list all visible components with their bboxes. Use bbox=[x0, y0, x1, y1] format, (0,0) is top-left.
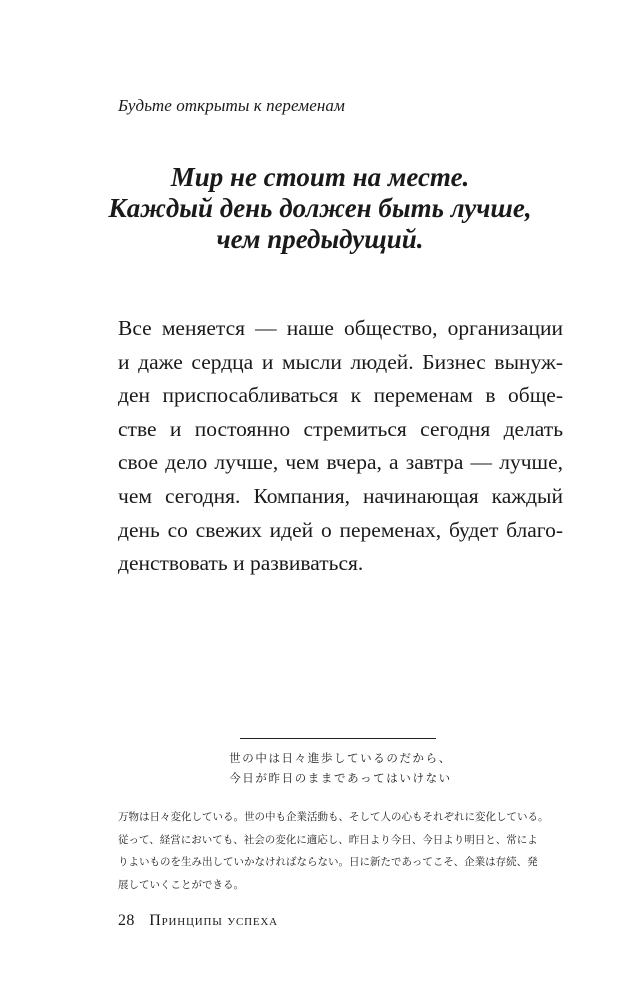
japanese-body-line: りよいものを生み出していかなければならない。日に新たであってこそ、企業は存続、発 bbox=[118, 856, 538, 868]
headline-line: Каждый день должен быть лучше, bbox=[108, 193, 532, 223]
body-line: ден приспосабливаться к переменам в обще- bbox=[118, 383, 563, 408]
body-line: денствовать и развиваться. bbox=[118, 551, 364, 576]
body-line: чем сегодня. Компания, начинающая каждый bbox=[118, 483, 563, 508]
japanese-motto-line: 今日が昨日のままであってはいけない bbox=[229, 771, 452, 785]
japanese-body-line: 展していくことができる。 bbox=[118, 878, 244, 891]
japanese-body-line: 従って、経営においても、社会の変化に適応し、昨日より今日、今日より明日と、常によ bbox=[118, 833, 538, 846]
body-line: свое дело лучше, чем вчера, а завтра — лучше, bbox=[118, 450, 563, 475]
japanese-motto-line: 世の中は日々進歩しているのだから、 bbox=[229, 751, 452, 765]
body-line: стве и постоянно стремиться сегодня делать bbox=[118, 416, 563, 441]
japanese-paragraph bbox=[118, 806, 563, 896]
book-title: Принципы успеха bbox=[149, 912, 278, 929]
page-number: 28 bbox=[118, 912, 135, 929]
body-line: и даже сердца и мысли людей. Бизнес вынуж- bbox=[118, 349, 563, 374]
japanese-motto bbox=[118, 748, 563, 788]
body-line: день со свежих идей о переменах, будет благо- bbox=[118, 517, 563, 542]
japanese-body-line: 万物は日々変化している。世の中も企業活動も、そして人の心もそれぞれに変化している。 bbox=[118, 811, 549, 823]
running-head: Будьте открыты к переменам bbox=[118, 96, 345, 115]
page-footer bbox=[118, 912, 278, 930]
body-paragraph bbox=[118, 312, 563, 581]
body-line: Все меняется — наше общество, организации bbox=[118, 316, 563, 340]
headline-line: Мир не стоит на месте. bbox=[170, 162, 470, 192]
section-divider bbox=[240, 738, 436, 739]
chapter-headline bbox=[60, 162, 580, 255]
headline-line: чем предыдущий. bbox=[216, 224, 424, 254]
